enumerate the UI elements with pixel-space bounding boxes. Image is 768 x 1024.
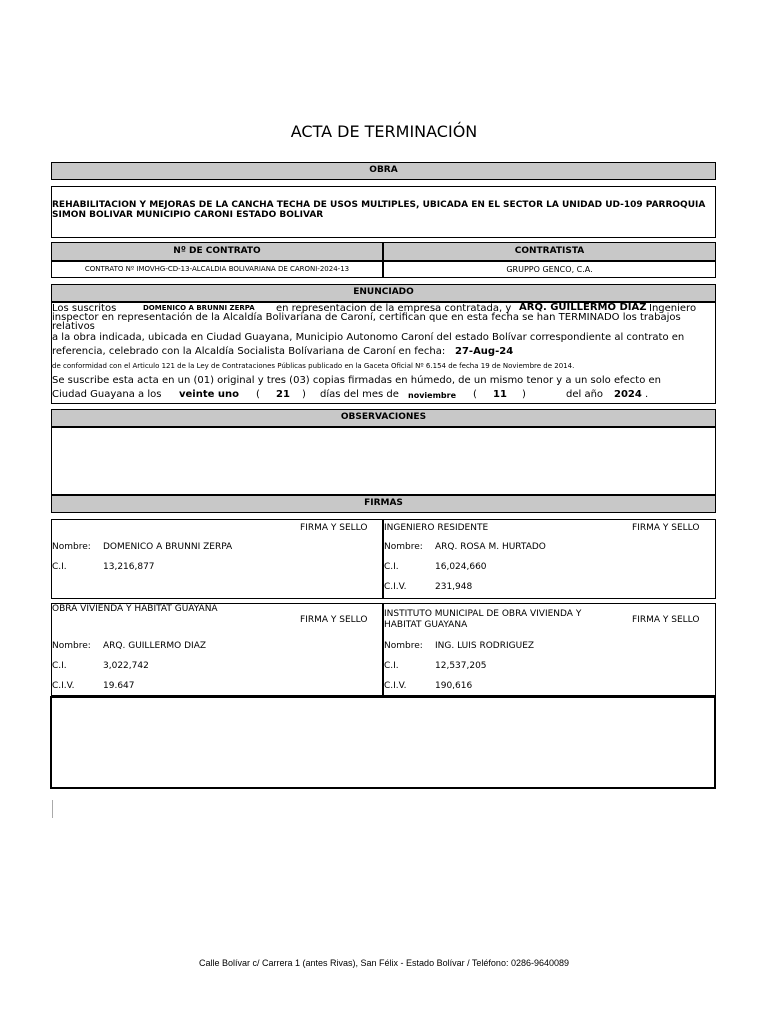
signer-1-name: DOMENICO A BRUNNI ZERPA bbox=[103, 542, 233, 552]
enunciado-paren: ( bbox=[473, 389, 477, 400]
ci-label: C.I. bbox=[384, 661, 399, 671]
enunciado-paren: ) bbox=[302, 389, 306, 400]
signer-2-ci: 16,024,660 bbox=[435, 562, 487, 572]
empty-stamp-box bbox=[50, 696, 716, 789]
contract-number-header: Nº DE CONTRATO bbox=[51, 242, 383, 261]
enunciado-line4: a la obra indicada, ubicada en Ciudad Guayana, Municipio Autonomo Caroní del estado Bolívar correspondiente al contrato en bbox=[52, 332, 685, 343]
ci-label: C.I. bbox=[52, 661, 67, 671]
nombre-label: Nombre: bbox=[384, 542, 423, 552]
enunciado-paren: ( bbox=[256, 389, 260, 400]
section-observaciones-header: OBSERVACIONES bbox=[51, 409, 716, 427]
firma-sello-label: FIRMA Y SELLO bbox=[300, 615, 368, 625]
signer-4-role-line2: HABITAT GUAYANA bbox=[384, 620, 468, 630]
firma-sello-label: FIRMA Y SELLO bbox=[632, 523, 700, 533]
enunciado-line3: relativos bbox=[52, 321, 95, 329]
signer-1-ci: 13,216,877 bbox=[103, 562, 155, 572]
contratista-value: GRUPPO GENCO, C.A. bbox=[383, 261, 716, 278]
enunciado-day-word: veinte uno bbox=[179, 389, 239, 400]
signer-2-role: INGENIERO RESIDENTE bbox=[384, 523, 489, 533]
enunciado-day-number: 21 bbox=[276, 389, 290, 400]
signer-4-ci: 12,537,205 bbox=[435, 661, 487, 671]
enunciado-line8-lead: Ciudad Guayana a los bbox=[52, 389, 162, 400]
enunciado-year: 2024 bbox=[614, 389, 642, 400]
footer-address: Calle Bolívar c/ Carrera 1 (antes Rivas), San Félix - Estado Bolívar / Teléfono: 0286-9640089 bbox=[198, 958, 570, 968]
nombre-label: Nombre: bbox=[52, 641, 91, 651]
signer-3-name: ARQ. GUILLERMO DIAZ bbox=[103, 641, 207, 651]
enunciado-year-lead: del año bbox=[566, 389, 604, 400]
firma-sello-label: FIRMA Y SELLO bbox=[632, 615, 700, 625]
enunciado-period: . bbox=[645, 389, 649, 400]
signer-3-role: OBRA VIVIENDA Y HABITAT GUAYANA bbox=[52, 604, 218, 614]
ci-label: C.I. bbox=[384, 562, 399, 572]
signer-4-role-line1: INSTITUTO MUNICIPAL DE OBRA VIVIENDA Y bbox=[384, 609, 582, 619]
section-obra-header: OBRA bbox=[51, 162, 716, 180]
text-cursor bbox=[52, 800, 53, 818]
civ-label: C.I.V. bbox=[52, 681, 75, 691]
signer-2-name: ARQ. ROSA M. HURTADO bbox=[435, 542, 546, 552]
enunciado-line5: referencia, celebrado con la Alcaldía Socialista Bolívariana de Caroní en fecha: bbox=[52, 346, 446, 357]
enunciado-los-suscritos: Los suscritos bbox=[52, 303, 117, 314]
obra-text-line2: SIMON BOLIVAR MUNICIPIO CARONI ESTADO BOLIVAR bbox=[52, 210, 324, 220]
signer-4-name: ING. LUIS RODRIGUEZ bbox=[435, 641, 535, 651]
section-firmas-header: FIRMAS bbox=[51, 495, 716, 513]
enunciado-date: 27-Aug-24 bbox=[455, 346, 514, 357]
contract-number-value: CONTRATO Nº IMOVHG-CD-13-ALCALDIA BOLIVARIANA DE CARONI-2024-13 bbox=[51, 261, 383, 278]
ci-label: C.I. bbox=[52, 562, 67, 572]
signer-3-civ: 19.647 bbox=[103, 681, 135, 691]
section-enunciado-header: ENUNCIADO bbox=[51, 284, 716, 302]
signer-4-civ: 190,616 bbox=[435, 681, 473, 691]
enunciado-ingeniero: Ingeniero bbox=[649, 303, 697, 314]
document-title: ACTA DE TERMINACIÓN bbox=[290, 122, 478, 141]
obra-text-line1: REHABILITACION Y MEJORAS DE LA CANCHA TECHA DE USOS MULTIPLES, UBICADA EN EL SECTOR LA UNIDAD UD-109 PARROQUIA bbox=[52, 200, 706, 210]
contratista-header: CONTRATISTA bbox=[383, 242, 716, 261]
civ-label: C.I.V. bbox=[384, 582, 407, 592]
enunciado-month-word: noviembre bbox=[408, 391, 457, 400]
enunciado-contractor-name: DOMENICO A BRUNNI ZERPA bbox=[143, 304, 255, 312]
signer-3-ci: 3,022,742 bbox=[103, 661, 149, 671]
nombre-label: Nombre: bbox=[384, 641, 423, 651]
firma-sello-label: FIRMA Y SELLO bbox=[300, 523, 368, 533]
enunciado-month-number: 11 bbox=[493, 389, 507, 400]
enunciado-paren: ) bbox=[522, 389, 526, 400]
civ-label: C.I.V. bbox=[384, 681, 407, 691]
enunciado-representation: en representacion de la empresa contratada, y bbox=[276, 303, 512, 314]
enunciado-inspector-name: ARQ. GUILLERMO DIAZ bbox=[519, 302, 647, 313]
signer-2-civ: 231,948 bbox=[435, 582, 473, 592]
observaciones-box[interactable] bbox=[51, 427, 716, 495]
enunciado-month-lead: días del mes de bbox=[320, 389, 399, 400]
enunciado-line6: de conformidad con el Articulo 121 de la Ley de Contrataciones Públicas publicado en la Gaceta Oficial Nº 6.154 de fecha 19 de Noviembre de 2014. bbox=[52, 362, 575, 370]
nombre-label: Nombre: bbox=[52, 542, 91, 552]
enunciado-line2: inspector en representación de la Alcaldía Bolivariana de Caroní, certifican que en esta fecha se han TERMINADO los trabajos bbox=[52, 312, 681, 323]
enunciado-line7: Se suscribe esta acta en un (01) original y tres (03) copias firmadas en húmedo, de un mismo tenor y a un solo efecto en bbox=[52, 375, 661, 386]
